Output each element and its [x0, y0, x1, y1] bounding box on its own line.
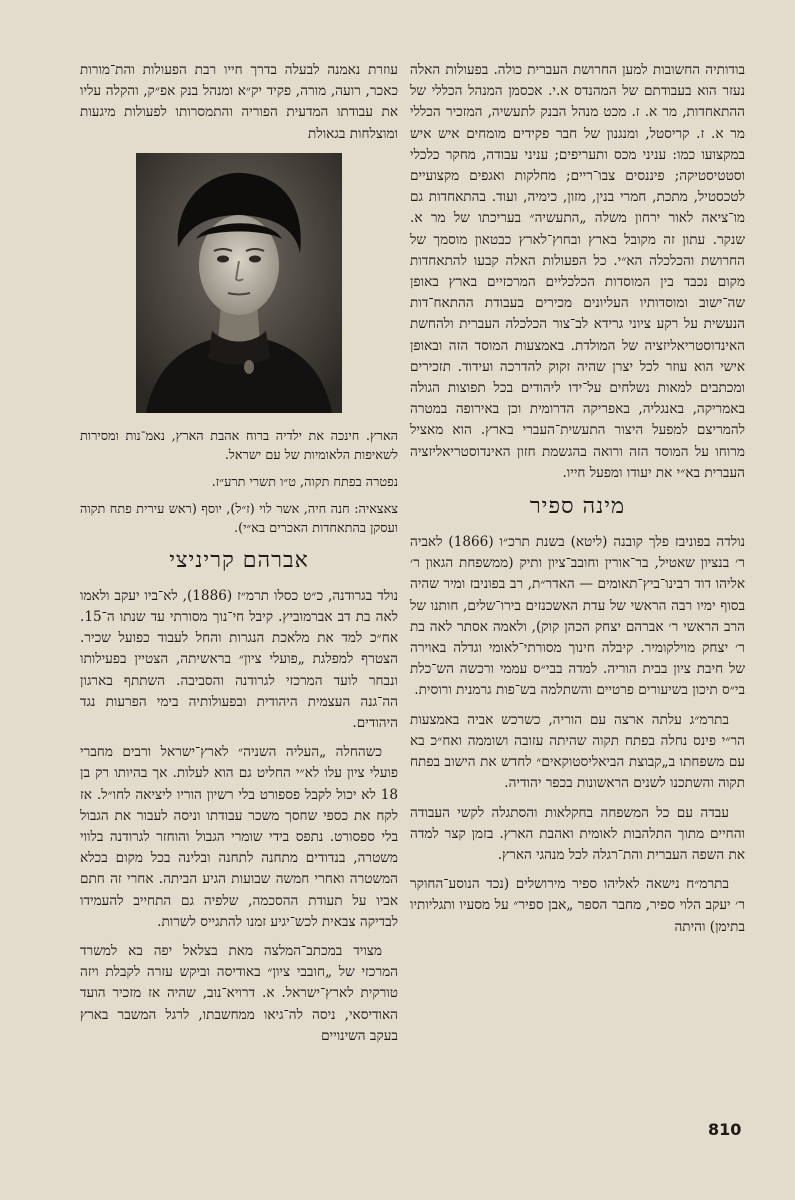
portrait-caption: הארץ. חינכה את ילדיה ברוח אהבת הארץ, נאמ־נות ומסירות לשאיפות הלאומיות של עם ישראל.: [80, 428, 398, 463]
bio-paragraph: כשהחלה „העליה השניה״ לארץ־ישראל ורבים מחברי פועלי ציון עלו לא״י החליט גם הוא לעלות. אך בהיותו רק בן 18 לא יכול לקבל פספורט בלי רשיון הוריו ליציאה לחו״ל. אז לקח את כספי שחסך משכר עבודתו וניסה לעבור את הגבול בלי ספסורט. נתפס בידי שומרי הגבול והוחזר לגרודנה בלווי משטרה, בנדודים מתחנה לתחנה ובלינה בכל מקום בכלא המשטרה ואחרי חמשה שבועות הגיע הביתה. אחרי זה חתם אביו על תעודת ההסכמה, שלפיה גם התחייב להעמידו לבדיקה צבאית לכש־יגיע זמנו להתגייס לשרות.: [80, 744, 398, 930]
intro-paragraph-left: עוזרת נאמנה לבעלה בדרך חייו רבת הפעולות והת־מורות כאכר, רועה, מורה, פקיד יק״א ומנהל בנק אפ״ק, והקלה עליו את עבודתו המדעית הפוריה והתמסרותו לפעולות מיגעות ומוצלחות בגאולת: [80, 62, 398, 142]
bio-paragraph: נולד בגרודנה, כ״ט כסלו תרמ״ז (1886), לא־ביו יעקב ולאמו לאה בת דב אברמוביץ. קיבל חי־נוך מסורתי עד שנתו ה־15. אח״כ למד את מלאכת הנגרות והחל לעבוד כפועל שכיר. הצטרף למפלגת „פועלי ציון״ בראשיתה, הצטיין בפעילותו ונבחר לועד המרכזי לגרודנה והסביבה. השתתף בארגון הה־גנה העצמית היהודית ובפעולותיה בימי הפרעות נגד היהודים.: [80, 587, 398, 732]
bio-paragraph: עבדה עם כל המשפחה בחקלאות והסתגלה לקשי העבודה והחיים מתוך התלהבות לאומית ואהבת הארץ. בזמן קצר למדה את השפה העברית והת־רגלה לכל מנהגי הארץ.: [410, 804, 745, 863]
portrait-illustration: [136, 153, 342, 413]
death-note: נפטרה בפתח תקוה, ט״ו תשרי תרע״ז.: [211, 474, 398, 490]
person-heading-mina-sapir: מינה ספיר: [529, 494, 626, 520]
portrait-photo: [136, 153, 342, 413]
intro-paragraph-right: בודותיה החשובות למען החרושת העברית כולה. בפעולות האלה נעזר הוא בעבודתם של המהנדס א.י. אכסמן המנהל הכללי של ההתאחדות, מר א. ז. מכט מנהל הבנק לתעשיה, המזכיר הכללי מר א. ז. קריסטל, ומנגנון של חבר פקידים מומחים איש איש במקצועו כמו: עניני מכס ותעריפים; עניני עבודה, מחקר כלכלי וסטטיסטיקה; פיננסים צבו־ריים; מחלקות ואגפים מקצועיים לטכסטיל, מתכת, חמרי בנין, מזון, כימיה, ועוד. בהתאחדות גם מו־ציאה לאור ירחון משלה „התעשיה״ בעריכתו של מר א. שנקר. עתון זה מקובל בארץ ובחוץ־לארץ כבטאון מוסמך של החרושת והכלכלה הא״י. כל הפעולות האלה קבעו להתאחדות מקום נכבד בין המוסדות הכלכליים המרכזיים בארץ באופן שה־ישוב ומוסדותיו העליונים מכירים בעבודת ההתאח־דות הנעשית על רקע ציוני גרידא לב־צור הכלכלה העברית ולהחשת האינדוסטריאליזציה של המולדת. באמצעות המוסד הזה ובאופן אישי הוא עוזר לכל יצרן שהיה זקוק להדרכה ועידוד. תזכירים ומכתבים למאות נשלחים על־ידו ליהודים בכל תפוצות הגולה באמריקה, באנגליה, באפריקה הדרומית וכן באירופה במטרה להמריצם למפעל היצור התעשית־העברי בארץ. הוא מאציל מרוחו על המוסד הזה ורואה בהגשמת חזון האינדוסטריאליזציה העברית בא״י את יעודו ומפעל חייו.: [410, 62, 745, 481]
bio-paragraph: מצויד במכתב־המלצה מאת בצלאל יפה בא למשרד המרכזי של „חובבי ציון״ באודיסה וביקש עזרה לקבלת ויזה טורקית לארץ־ישראל. א. דרויא־נוב, שהיה אז מזכיר הועד האודיסאי, ניסה לה־גיאו ממחשבתו, לרגל המשבר בארץ בעקב השינויים: [80, 943, 398, 1044]
right-column: [410, 60, 745, 946]
descendants-note: צאצאיה: חנה חיה, אשר לוי (ז״ל), יוסף (ראש עירית פתח תקוה ועסקן בהתאחדות האכרים בא״י).: [80, 501, 398, 536]
bio-paragraph: נולדה בפוניבז פלך קובנה (ליטא) בשנת תרכ״ו (1866) לאביה ר׳ בנציון שאטיל, בר־אורין וחובב־ציון ותיק (ממשפחת הגאון ר׳ אליהו דוד רבינו־ביץ־תאומים — האדר״ת, רב בפוניבז ומיר שהיה בסוף ימיו רבה הראשי של עדת האשכנזים בירו־שלים, חותנו של הרב הראשי ר׳ אברהם יצחק הכהן קוק), ולאמה אסתר לאה בת ר׳ יצחק מוילקומיר. קיבלה חינוך מסורתי־לאומי וגדלה באוירה של חיבת ציון בבית הוריה. למדה בבי״ס עממי ורכשה הש־כלת בי״ס תיכון בשיעורים פרטיים והשתלמה בש־פות גרמנית ורוסית.: [410, 534, 746, 699]
person-heading-avraham-krinitzi: אברהם קריניצי: [169, 547, 309, 573]
left-column: [80, 60, 398, 1055]
bio-paragraph: בתרמ״ג עלתה ארצה עם הוריה, כשרכש אביה באמצעות הר״י פינס נחלה בפתח תקוה שהיתה עזובה ושוממה ואח״כ בא עם משפחתו ב„קבוצת הביאליסטוקאים״ לחדש את הישוב בפתח תקוה והשתכנו לשנים הראשונות בכפר יהודיה.: [410, 711, 745, 792]
page-number: 810: [708, 1120, 742, 1139]
bio-paragraph: בתרמ״ח נישאה לאליהו ספיר מירושלים (נכד הנוסע־החוקר ר׳ יעקב הלוי ספיר, מחבר הספר „אבן ספיר״ על מסעיו ותגליותיו בתימן) והיתה: [410, 876, 745, 935]
